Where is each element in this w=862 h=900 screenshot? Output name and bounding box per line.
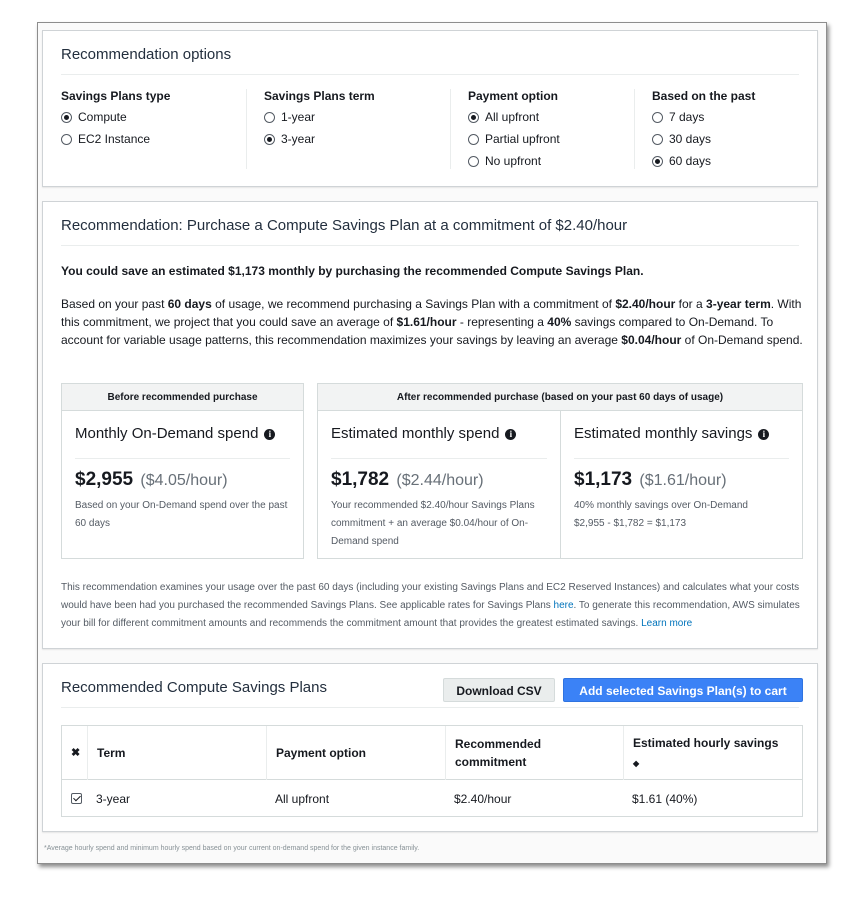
info-icon[interactable]: i [505, 429, 516, 440]
payment-column-header[interactable] [266, 726, 445, 780]
recommendation-panel [42, 201, 818, 649]
para-text: of usage, we recommend purchasing a Savings Plan with a commitment of [211, 297, 616, 311]
para-bold: $2.40/hour [615, 297, 676, 311]
para-text: - representing a [456, 315, 548, 329]
radio-checked-icon[interactable] [468, 112, 479, 123]
radio-unchecked-icon[interactable] [468, 134, 479, 145]
commitment-column-header[interactable] [445, 726, 623, 780]
info-icon[interactable]: i [758, 429, 769, 440]
metric-title-text: Estimated monthly savings [574, 425, 753, 442]
radio-label: 1-year [281, 110, 316, 124]
metric-title [574, 425, 789, 459]
estimated-monthly-savings-metric [560, 411, 802, 558]
metric-value [331, 469, 484, 491]
metric-desc: Based on your On-Demand spend over the past 60 days [75, 500, 288, 529]
metric-value-main: $2,955 [75, 469, 134, 490]
radio-label: 60 days [669, 154, 712, 168]
para-text: savings compared to On-Demand. To account for variable usage patterns, this recommendation maximizes your savings by leaving an average [61, 315, 774, 347]
before-purchase-header: Before recommended purchase [62, 384, 303, 411]
options-title: Recommendation options [61, 31, 799, 75]
radio-label: Compute [78, 110, 127, 124]
savings-cell: $1.61 (40%) [632, 791, 698, 806]
select-column-header[interactable] [62, 726, 87, 780]
metric-value [75, 469, 228, 491]
term-column-header[interactable] [87, 726, 266, 780]
plans-table [61, 725, 803, 817]
radio-no-upfront[interactable] [468, 150, 634, 172]
savings-plans-frame [37, 22, 827, 864]
savings-summary: You could save an estimated $1,173 monthly by purchasing the recommended Compute Savings Plan. [61, 264, 644, 278]
para-text: of On-Demand spend. [681, 333, 803, 347]
recommendation-paragraph [61, 295, 803, 349]
after-purchase-header: After recommended purchase (based on your past 60 days of usage) [318, 384, 802, 411]
savings-column-header[interactable] [623, 726, 802, 780]
footnote-text: This recommendation examines your usage over the past 60 days (including your existing Savings Plans and EC2 Reserved Instances) and calculates what your costs would have been had you purchased the recommended Savings Plans. See applicable rates for Savings Plans [61, 582, 800, 611]
table-header [62, 726, 802, 780]
radio-partial-upfront[interactable] [468, 128, 634, 150]
commitment-cell: $2.40/hour [454, 791, 512, 806]
radio-ec2-instance[interactable] [61, 128, 246, 150]
payment-cell: All upfront [275, 791, 330, 806]
metric-title [75, 425, 290, 459]
column-label: Term [97, 746, 126, 760]
row-select-cell[interactable] [62, 780, 87, 817]
radio-unchecked-icon[interactable] [264, 112, 275, 123]
group-label: Savings Plans type [61, 89, 171, 103]
metric-desc-line: 40% monthly savings over On-Demand [574, 500, 748, 511]
column-label: Recommended commitment [455, 737, 542, 769]
metric-title-text: Monthly On-Demand spend [75, 425, 259, 442]
radio-30-days[interactable] [652, 128, 804, 150]
column-label: Estimated hourly savings [633, 735, 779, 750]
recommendation-footnote [61, 579, 811, 633]
metric-value-hourly: ($1.61/hour) [639, 472, 727, 489]
radio-checked-icon[interactable] [264, 134, 275, 145]
para-bold: $0.04/hour [621, 333, 682, 347]
rates-link[interactable]: here [553, 600, 574, 611]
radio-7-days[interactable] [652, 106, 804, 128]
info-icon[interactable]: i [264, 429, 275, 440]
average-spend-note: *Average hourly spend and minimum hourly spend based on your current on-demand spend for the given instance family. [44, 845, 420, 852]
metric-title-text: Estimated monthly spend [331, 425, 500, 442]
radio-checked-icon[interactable] [61, 112, 72, 123]
recommendation-options-panel [42, 30, 818, 187]
radio-label: EC2 Instance [78, 132, 151, 146]
savings-plans-type-group [61, 89, 246, 169]
radio-label: All upfront [485, 110, 540, 124]
savings-plans-term-group [246, 89, 450, 169]
radio-unchecked-icon[interactable] [61, 134, 72, 145]
para-text: Based on your past [61, 297, 168, 311]
para-bold: 60 days [167, 297, 212, 311]
radio-label: 30 days [669, 132, 712, 146]
sort-icon[interactable]: ◆ [633, 758, 640, 768]
radio-all-upfront[interactable] [468, 106, 634, 128]
footnote-text: . To generate this recommendation, AWS simulates your bill for different commitment amounts and recommends the commitment amount that provides the greatest estimated savings. [61, 600, 800, 629]
radio-label: No upfront [485, 154, 542, 168]
table-row[interactable] [62, 780, 802, 817]
para-text: for a [675, 297, 707, 311]
payment-option-group [450, 89, 634, 169]
add-to-cart-button[interactable]: Add selected Savings Plan(s) to cart [563, 678, 803, 702]
para-text: . With this commitment, we project that you could save an average of [61, 297, 802, 329]
metric-value-hourly: ($4.05/hour) [140, 472, 228, 489]
radio-unchecked-icon[interactable] [468, 156, 479, 167]
metric-title [331, 425, 547, 459]
radio-label: 3-year [281, 132, 316, 146]
recommendation-title: Recommendation: Purchase a Compute Savings Plan at a commitment of $2.40/hour [61, 202, 799, 246]
group-label: Payment option [468, 89, 559, 103]
radio-60-days[interactable] [652, 150, 804, 172]
para-bold: $1.61/hour [396, 315, 457, 329]
monthly-on-demand-metric [62, 411, 303, 558]
plans-title: Recommended Compute Savings Plans [61, 664, 799, 708]
before-purchase-box [61, 383, 304, 559]
term-cell: 3-year [96, 791, 131, 806]
after-purchase-box [317, 383, 803, 559]
learn-more-link[interactable]: Learn more [641, 618, 693, 629]
group-label: Savings Plans term [264, 89, 375, 103]
metric-desc: Your recommended $2.40/hour Savings Plans commitment + an average $0.04/hour of On-Demand spend [331, 500, 535, 547]
based-on-past-group [634, 89, 804, 169]
metric-value [574, 469, 727, 491]
metric-desc-line: $2,955 - $1,782 = $1,173 [574, 518, 687, 529]
estimated-monthly-spend-metric [318, 411, 560, 558]
radio-checked-icon[interactable] [652, 156, 663, 167]
para-bold: 3-year term [706, 297, 771, 311]
radio-unchecked-icon[interactable] [652, 112, 663, 123]
recommended-plans-panel [42, 663, 818, 832]
checkbox-checked-icon[interactable] [71, 793, 82, 804]
radio-label: 7 days [669, 110, 705, 124]
group-label: Based on the past [652, 89, 756, 103]
column-label: Payment option [276, 746, 367, 760]
metric-value-hourly: ($2.44/hour) [396, 472, 484, 489]
metric-desc [574, 497, 789, 533]
para-bold: 40% [547, 315, 572, 329]
radio-compute[interactable] [61, 106, 246, 128]
radio-label: Partial upfront [485, 132, 560, 146]
radio-1-year[interactable] [264, 106, 450, 128]
deselect-icon[interactable]: ✖ [71, 747, 81, 759]
radio-3-year[interactable] [264, 128, 450, 150]
metric-value-main: $1,782 [331, 469, 390, 490]
download-csv-button[interactable]: Download CSV [443, 678, 555, 702]
metric-value-main: $1,173 [574, 469, 633, 490]
radio-unchecked-icon[interactable] [652, 134, 663, 145]
